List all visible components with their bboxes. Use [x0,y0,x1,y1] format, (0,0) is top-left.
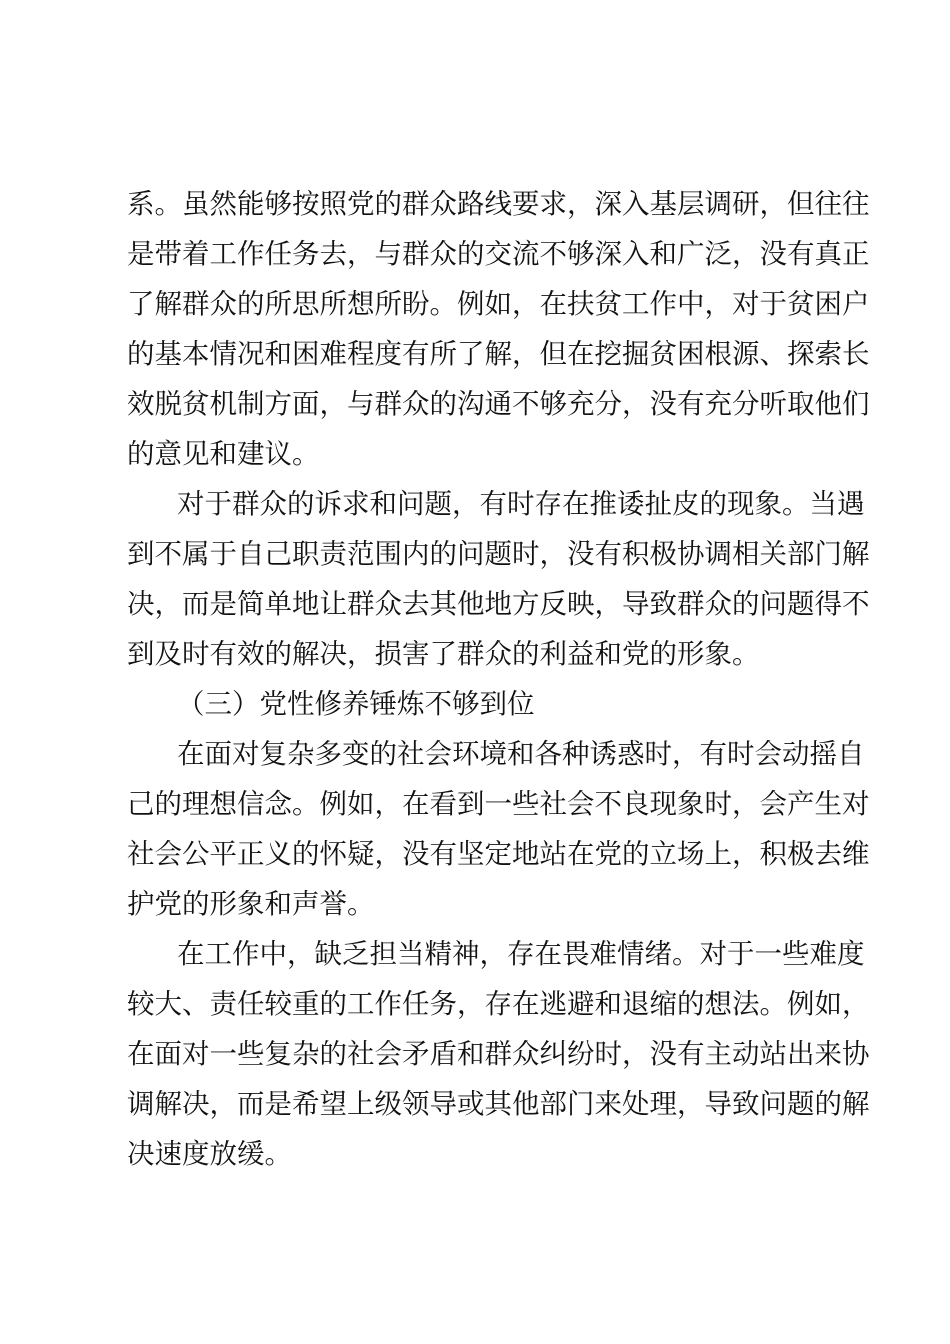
paragraph-line: 到不属于自己职责范围内的问题时，没有积极协调相关部门解 [127,538,870,570]
paragraph-line: 决速度放缓。 [127,1138,292,1170]
paragraph-1 [127,179,870,479]
document-body [127,179,870,1179]
paragraph-line: 在面对一些复杂的社会矛盾和群众纠纷时，没有主动站出来协 [127,1038,870,1070]
paragraph-4 [127,929,870,1179]
paragraph-line: 决，而是简单地让群众去其他地方反映，导致群众的问题得不 [127,588,870,620]
paragraph-line: 己的理想信念。例如，在看到一些社会不良现象时，会产生对 [127,788,870,820]
paragraph-line: 在面对复杂多变的社会环境和各种诱惑时，有时会动摇自 [177,738,865,770]
paragraph-line: 是带着工作任务去，与群众的交流不够深入和广泛，没有真正 [127,238,870,270]
paragraph-line: 对于群众的诉求和问题，有时存在推诿扯皮的现象。当遇 [177,488,865,520]
section-heading-text: （三）党性修养锤炼不够到位 [177,688,535,720]
paragraph-line: 的意见和建议。 [127,438,320,470]
paragraph-line: 的基本情况和困难程度有所了解，但在挖掘贫困根源、探索长 [127,338,870,370]
paragraph-line: 社会公平正义的怀疑，没有坚定地站在党的立场上，积极去维 [127,838,870,870]
paragraph-line: 效脱贫机制方面，与群众的沟通不够充分，没有充分听取他们 [127,388,870,420]
paragraph-line: 调解决，而是希望上级领导或其他部门来处理，导致问题的解 [127,1088,870,1120]
paragraph-2 [127,479,870,679]
paragraph-line: 到及时有效的解决，损害了群众的利益和党的形象。 [127,638,760,670]
section-heading [127,679,832,729]
paragraph-line: 在工作中，缺乏担当精神，存在畏难情绪。对于一些难度 [177,938,865,970]
paragraph-line: 了解群众的所思所想所盼。例如，在扶贫工作中，对于贫困户 [127,288,870,320]
paragraph-line: 护党的形象和声誉。 [127,888,375,920]
paragraph-line: 较大、责任较重的工作任务，存在逃避和退缩的想法。例如， [127,988,870,1020]
paragraph-line: 系。虽然能够按照党的群众路线要求，深入基层调研，但往往 [127,188,870,220]
paragraph-3 [127,729,870,929]
